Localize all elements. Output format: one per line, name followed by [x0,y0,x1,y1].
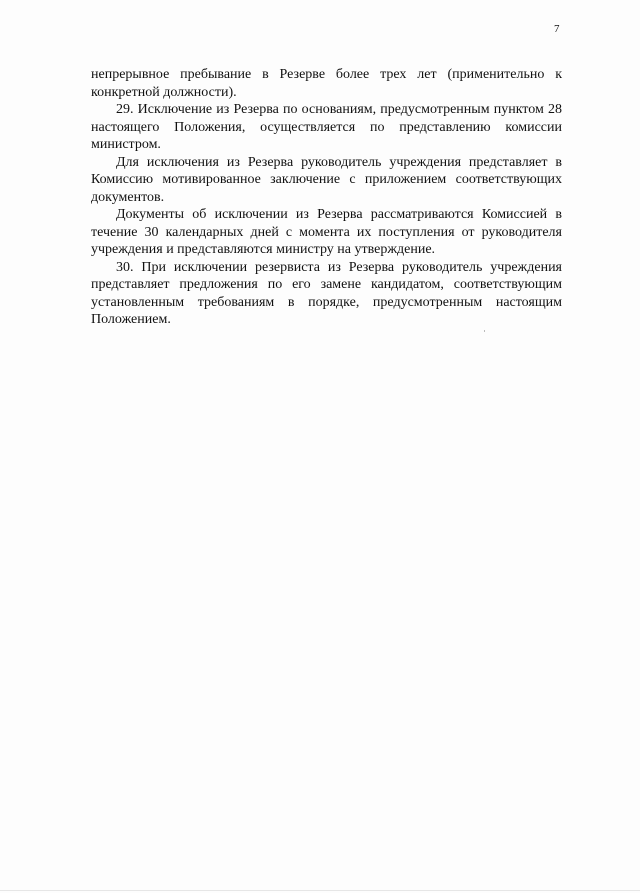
document-body [91,66,562,329]
page-number: 7 [554,23,560,35]
scan-speck [484,330,485,332]
page-bottom-edge [0,890,640,891]
paragraph-continuation: непрерывное пребывание в Резерве более трех лет (применительно к конкретной должности). [91,67,562,100]
paragraph-item-29: 29. Исключение из Резерва по основаниям, предусмотренным пунктом 28 настоящего Положения, осуществляется по представлению комиссии министром. [91,102,562,152]
paragraph-exclusion-submission: Для исключения из Резерва руководитель учреждения представляет в Комиссию мотивированное заключение с приложением соответствующих документов. [91,154,562,205]
paragraph-exclusion-review: Документы об исключении из Резерва рассматриваются Комиссией в течение 30 календарных дней с момента их поступления от руководителя учреждения и представляются министру на утверждение. [91,207,562,257]
paragraph-item-30: 30. При исключении резервиста из Резерва руководитель учреждения представляет предложения по его замене кандидатом, соответствующим установленным требованиям в порядке, предусмотренным настоящим Положением. [91,259,562,327]
